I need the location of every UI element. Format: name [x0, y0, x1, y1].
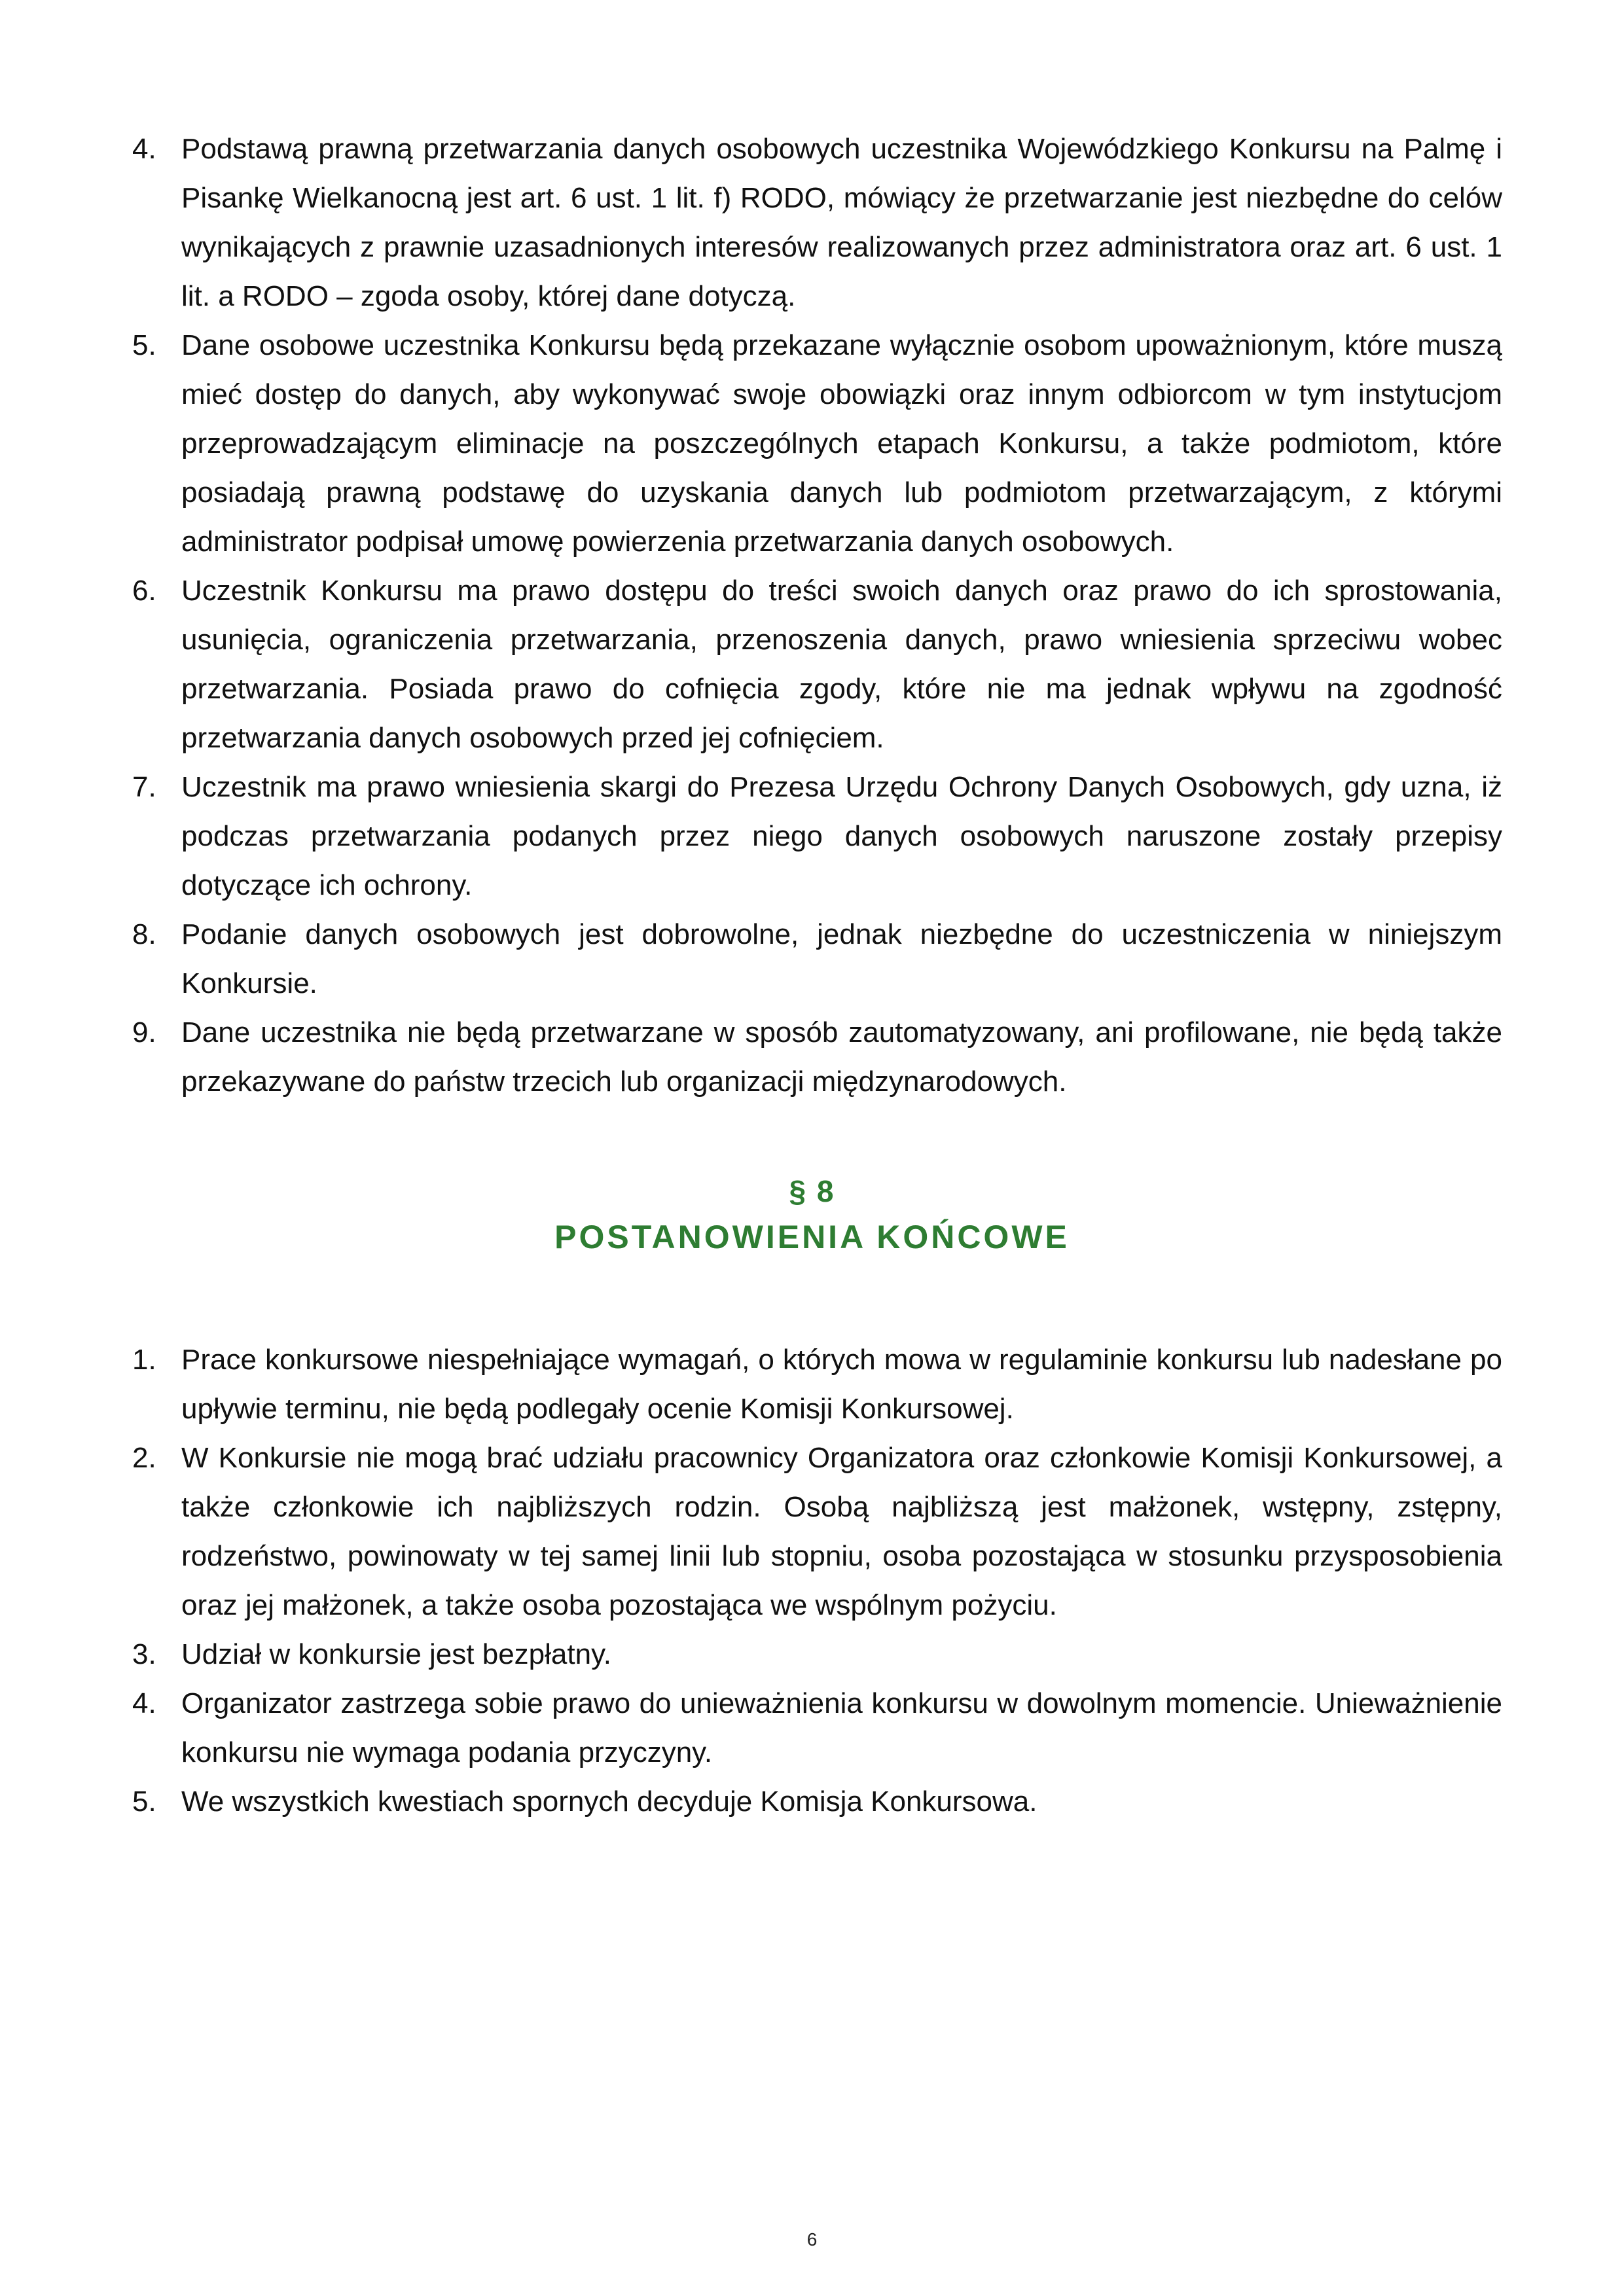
list-item [132, 1335, 1502, 1433]
list-item [132, 1777, 1502, 1826]
list-item-number: 4. [132, 133, 156, 165]
list-item-text: Dane osobowe uczestnika Konkursu będą przekazane wyłącznie osobom upoważnionym, które muszą mieć dostęp do danych, aby wykonywać swoje obowiązki oraz innym odbiorcom w tym instytucjom przeprowadzającym eliminacje na poszczególnych etapach Konkursu, a także podmiotom, które posiadają prawną podstawę do uzyskania danych lub podmiotom przetwarzającym, z którymi administrator podpisał umowę powierzenia przetwarzania danych osobowych. [181, 329, 1502, 558]
list-item [132, 124, 1502, 321]
list-item-number: 7. [132, 771, 156, 803]
section-paragraph-number: § 8 [789, 1174, 835, 1208]
list-item-text: Podanie danych osobowych jest dobrowolne, jednak niezbędne do uczestniczenia w niniejszym Konkursie. [181, 918, 1502, 999]
final-provisions-list [0, 1335, 1624, 1826]
list-item-number: 6. [132, 575, 156, 607]
list-item [132, 1679, 1502, 1777]
list-item-text: Uczestnik ma prawo wniesienia skargi do Prezesa Urzędu Ochrony Danych Osobowych, gdy uzna, iż podczas przetwarzania podanych przez niego danych osobowych naruszone zostały przepisy dotyczące ich ochrony. [181, 771, 1502, 901]
list-item-text: Podstawą prawną przetwarzania danych osobowych uczestnika Wojewódzkiego Konkursu na Palmę i Pisankę Wielkanocną jest art. 6 ust. 1 lit. f) RODO, mówiący że przetwarzanie jest niezbędne do celów wynikających z prawnie uzasadnionych interesów realizowanych przez administratora oraz art. 6 ust. 1 lit. a RODO – zgoda osoby, której dane dotyczą. [181, 133, 1502, 312]
list-item [132, 321, 1502, 566]
list-item-number: 8. [132, 918, 156, 950]
list-item [132, 910, 1502, 1008]
list-item [132, 1433, 1502, 1630]
list-item-number: 4. [132, 1687, 156, 1719]
page-number: 6 [806, 2229, 818, 2250]
list-item-text: Organizator zastrzega sobie prawo do unieważnienia konkursu w dowolnym momencie. Unieważnienie konkursu nie wymaga podania przyczyny. [181, 1687, 1502, 1768]
list-item-number: 5. [132, 329, 156, 361]
section-heading [0, 1168, 1624, 1260]
list-item [132, 762, 1502, 910]
list-item-number: 2. [132, 1442, 156, 1474]
list-item-text: Prace konkursowe niespełniające wymagań, o których mowa w regulaminie konkursu lub nadesłane po upływie terminu, nie będą podlegały ocenie Komisji Konkursowej. [181, 1344, 1502, 1425]
list-item-text: Dane uczestnika nie będą przetwarzane w sposób zautomatyzowany, ani profilowane, nie będą także przekazywane do państw trzecich lub organizacji międzynarodowych. [181, 1016, 1502, 1098]
list-item-text: Uczestnik Konkursu ma prawo dostępu do treści swoich danych oraz prawo do ich sprostowania, usunięcia, ograniczenia przetwarzania, przenoszenia danych, prawo wniesienia sprzeciwu wobec przetwarzania. Posiada prawo do cofnięcia zgody, które nie ma jednak wpływu na zgodność przetwarzania danych osobowych przed jej cofnięciem. [181, 575, 1502, 754]
list-item [132, 1630, 1502, 1679]
list-item [132, 566, 1502, 762]
list-item-number: 5. [132, 1785, 156, 1818]
data-processing-list [0, 124, 1624, 1106]
list-item [132, 1008, 1502, 1106]
list-item-number: 9. [132, 1016, 156, 1049]
list-item-number: 3. [132, 1638, 156, 1670]
list-item-number: 1. [132, 1344, 156, 1376]
list-item-text: Udział w konkursie jest bezpłatny. [181, 1638, 612, 1670]
list-item-text: We wszystkich kwestiach spornych decyduje Komisja Konkursowa. [181, 1785, 1038, 1818]
page-content [0, 124, 1624, 1826]
section-title: POSTANOWIENIA KOŃCOWE [554, 1219, 1070, 1255]
list-item-text: W Konkursie nie mogą brać udziału pracownicy Organizatora oraz członkowie Komisji Konkursowej, a także członkowie ich najbliższych rodzin. Osobą najbliższą jest małżonek, wstępny, zstępny, rodzeństwo, powinowaty w tej samej linii lub stopniu, osoba pozostająca w stosunku przysposobienia oraz jej małżonek, a także osoba pozostająca we wspólnym pożyciu. [181, 1442, 1502, 1621]
